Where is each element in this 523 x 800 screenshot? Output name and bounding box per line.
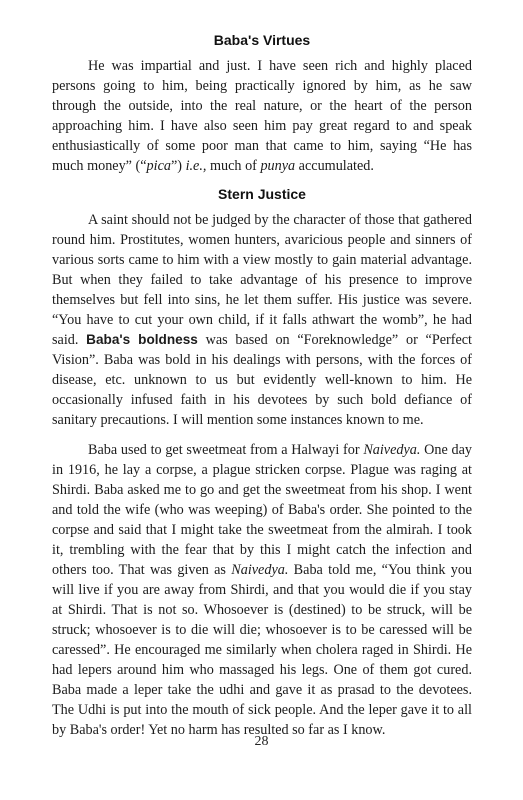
text-run: accumulated.	[295, 158, 374, 174]
italic-term: i.e.,	[185, 158, 207, 174]
paragraph-sweetmeat-story	[52, 440, 472, 740]
text-run: Baba used to get sweetmeat from a Halwayi for	[88, 442, 364, 458]
italic-term: pica	[146, 158, 171, 174]
text-run: ”)	[170, 158, 186, 174]
section-heading-stern-justice: Stern Justice	[218, 186, 306, 202]
paragraph-babas-virtues	[52, 56, 472, 176]
text-run: He was impartial and just. I have seen rich and highly placed persons going to him, being practically ignored by him, as he saw through the outside, into the real nature, or the heart of the person approaching him. I have also seen him pay great regard to and speak enthusiastically of some poor man that came to him, saying “He has much money” (“	[52, 58, 472, 174]
section-heading-babas-virtues: Baba's Virtues	[213, 32, 311, 48]
page-body	[52, 22, 472, 740]
italic-term: Naivedya.	[231, 562, 289, 578]
page-number: 28	[254, 734, 269, 749]
text-run: was based on “Foreknowledge” or “Perfect Vision”. Baba was bold in his dealings with persons, with the forces of disease, etc. unknown to us but evidently well-known to him. He occasionally infused faith in his devotees by such bold defiance of sanitary precautions. I will mention some instances known to me.	[52, 332, 473, 428]
italic-term: Naivedya.	[363, 442, 421, 458]
text-run: A saint should not be judged by the character of those that gathered round him. Prostitutes, women hunters, avaricious people and sinners of various sorts came to him with a view mostly to gain material advantage. But when they failed to take advantage of his presence to improve themselves but fell into sins, he let them suffer. His justice was severe. “You have to cut your own child, if it falls athwart the womb”, he had said.	[52, 212, 472, 348]
bold-term: Baba's boldness	[86, 332, 198, 347]
text-run: much of	[206, 158, 261, 174]
italic-term: punya	[260, 158, 296, 174]
paragraph-stern-justice	[52, 210, 472, 430]
text-run: Baba told me, “You think you will live if you are away from Shirdi, and that you would die if you stay at Shirdi. That is not so. Whosoever is (destined) to be struck, will be struck; whosoever is to die will die; whosoever is to be caressed will be caressed”. He encouraged me similarly when cholera raged in Shirdi. He had lepers around him who massaged his legs. One of them got cured. Baba made a leper take the udhi and gave it as prasad to the devotees. The Udhi is put into the mouth of sick people. And the leper gave it to all by Baba's order! Yet no harm has resulted so far as I know.	[52, 562, 473, 738]
text-run: One day in 1916, he lay a corpse, a plague stricken corpse. Plague was raging at Shirdi. Baba asked me to go and get the sweetmeat from his shop. I went and told the wife (who was weeping) of Baba's order. She pointed to the corpse and said that I might take the sweetmeat from the almirah. I took it, trembling with the fear that by this I might catch the infection and others too. That was given as	[52, 442, 472, 578]
